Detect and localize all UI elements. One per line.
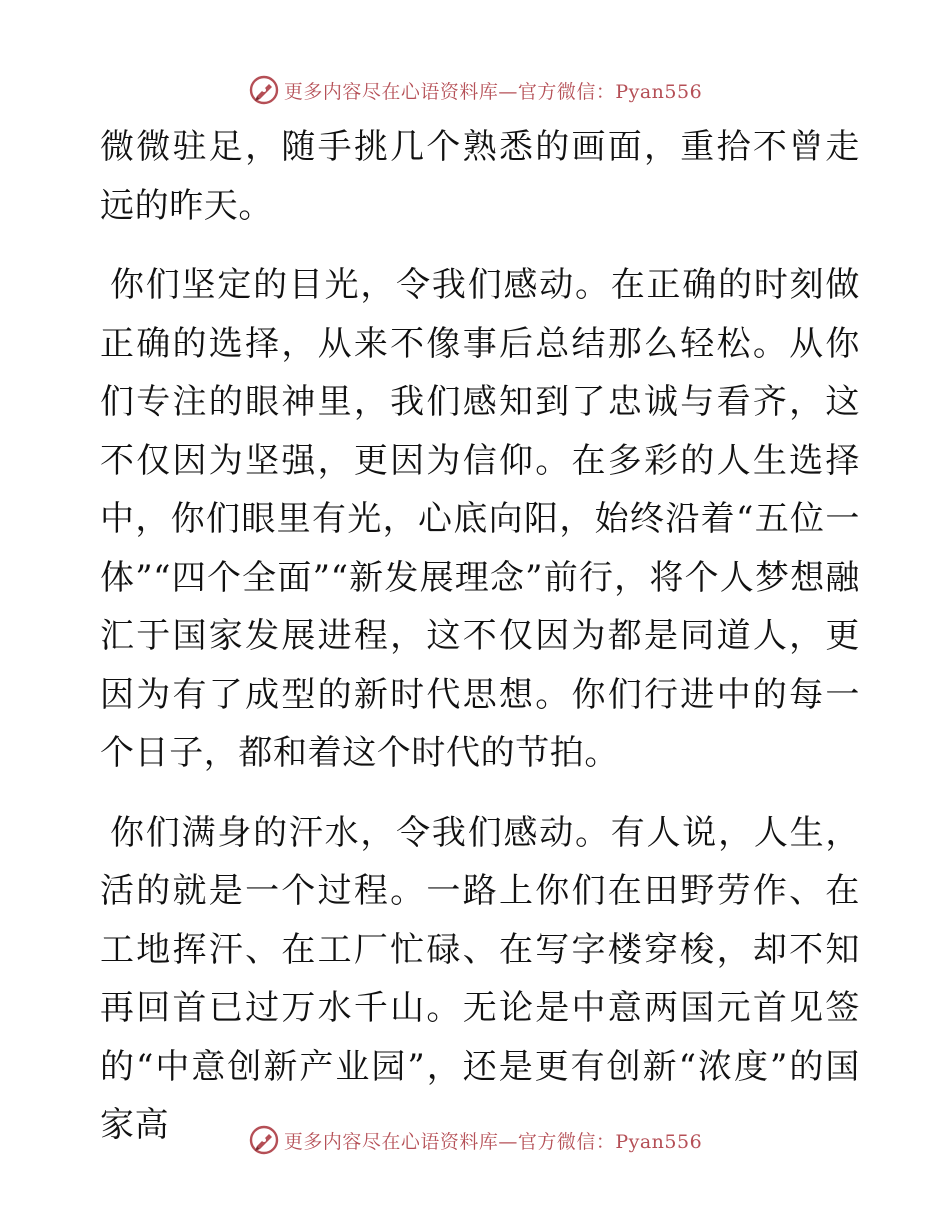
- header-watermark-banner: [0, 72, 950, 108]
- pen-logo-icon: [248, 1124, 280, 1156]
- pen-logo-icon: [248, 74, 280, 106]
- banner-text: 更多内容尽在心语资料库—官方微信：Pyan556: [283, 80, 703, 103]
- paragraph-1: 微微驻足，随手挑几个熟悉的画面，重拾不曾走远的昨天。: [100, 127, 860, 226]
- document-body: [100, 118, 860, 1155]
- paragraph-3: 你们满身的汗水，令我们感动。有人说，人生，活的就是一个过程。一路上你们在田野劳作、在工地挥汗、在工厂忙碌、在写字楼穿梭，却不知再回首已过万水千山。无论是中意两国元首见签的“中意创新产业园”，还是更有创新“浓度”的国家高: [100, 812, 860, 1145]
- paragraph-2: 你们坚定的目光，令我们感动。在正确的时刻做正确的选择，从来不像事后总结那么轻松。从你们专注的眼神里，我们感知到了忠诚与看齐，这不仅因为坚强，更因为信仰。在多彩的人生选择中，你们眼里有光，心底向阳，始终沿着“五位一体”“四个全面”“新发展理念”前行，将个人梦想融汇于国家发展进程，这不仅因为都是同道人，更因为有了成型的新时代思想。你们行进中的每一个日子，都和着这个时代的节拍。: [100, 265, 860, 773]
- banner-text: 更多内容尽在心语资料库—官方微信：Pyan556: [283, 1130, 703, 1153]
- footer-watermark-banner: [0, 1122, 950, 1158]
